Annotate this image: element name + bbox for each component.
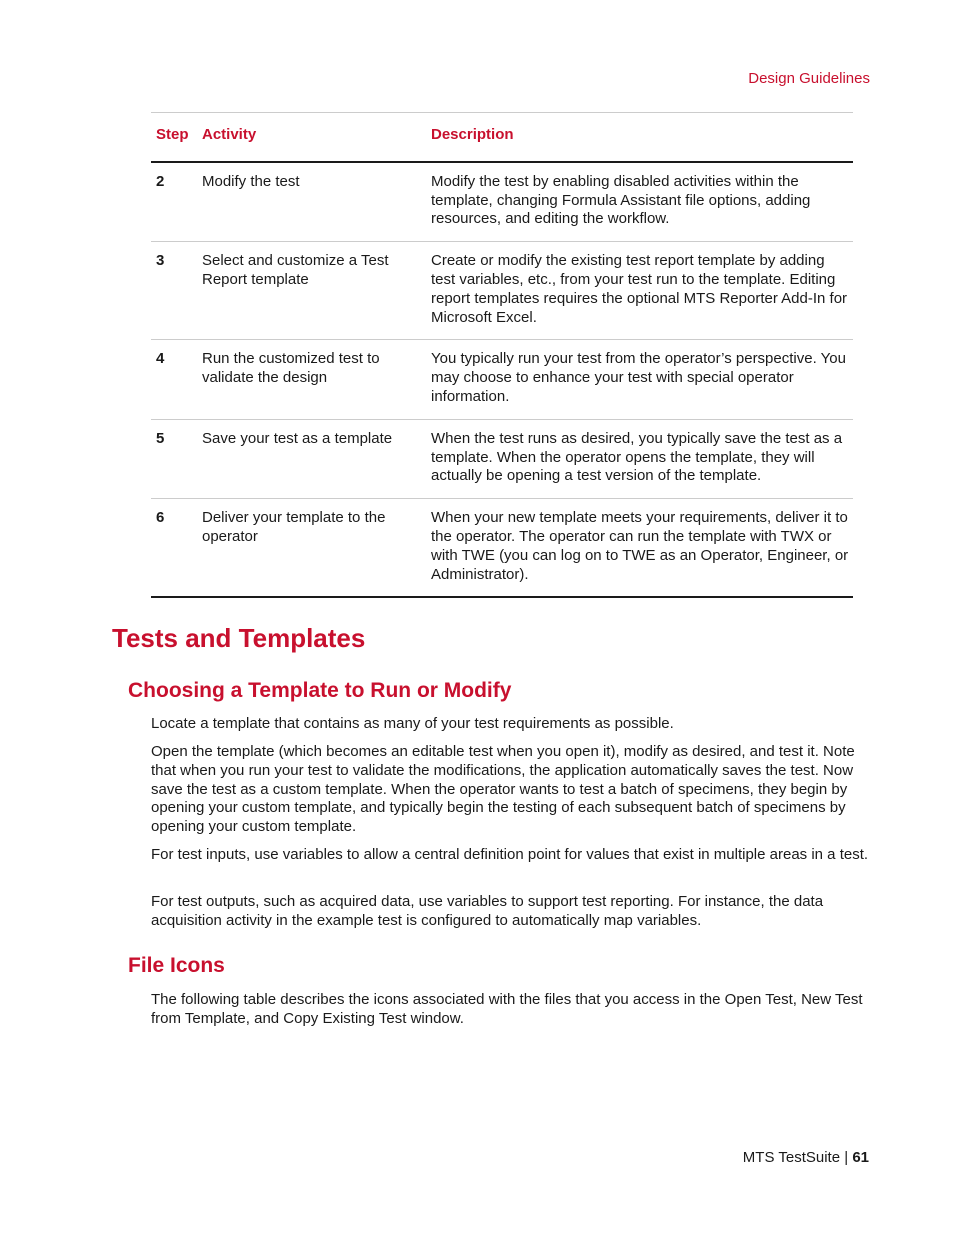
activity-cell: Save your test as a template bbox=[197, 419, 426, 498]
description-cell: When the test runs as desired, you typically save the test as a template. When the operator opens the template, they will actually be opening a test version of the template. bbox=[426, 419, 853, 498]
column-header-description: Description bbox=[426, 113, 853, 162]
table-row bbox=[151, 162, 853, 242]
running-header: Design Guidelines bbox=[748, 70, 870, 87]
table-row bbox=[151, 419, 853, 498]
choosing-template-heading: Choosing a Template to Run or Modify bbox=[128, 679, 512, 702]
table-row bbox=[151, 340, 853, 419]
choosing-paragraph-2: Open the template (which becomes an editable test when you open it), modify as desired, and test it. Note that when you run your test to validate the modifications, the application automatically saves the test. Now save the test as a custom template. When the operator wants to test a batch of specimens, they begin by opening your custom template, and typically begin the testing of each subsequent batch of specimens by opening your custom template. bbox=[151, 743, 855, 836]
choosing-paragraph-4: For test outputs, such as acquired data, use variables to support test reporting. For instance, the data acquisition activity in the example test is configured to automatically map variables. bbox=[151, 893, 824, 929]
file-icons-heading: File Icons bbox=[128, 954, 225, 977]
description-cell: Modify the test by enabling disabled activities within the template, changing Formula Assistant file options, adding resources, and editing the workflow. bbox=[426, 162, 853, 242]
activity-cell: Modify the test bbox=[197, 162, 426, 242]
step-number: 6 bbox=[151, 499, 197, 598]
column-header-activity: Activity bbox=[197, 113, 426, 162]
description-cell: Create or modify the existing test report template by adding test variables, etc., from your test run to the template. Editing report templates requires the optional MTS Reporter Add-In for Microsoft Excel. bbox=[426, 242, 853, 340]
activity-cell: Select and customize a Test Report template bbox=[197, 242, 426, 340]
file-icons-paragraph: The following table describes the icons associated with the files that you access in the Open Test, New Test from Template, and Copy Existing Test window. bbox=[151, 991, 863, 1027]
footer-separator: | bbox=[844, 1149, 849, 1166]
page-number: 61 bbox=[852, 1149, 869, 1166]
table-header-row bbox=[151, 113, 853, 162]
table-row bbox=[151, 242, 853, 340]
section-title: Tests and Templates bbox=[112, 623, 366, 653]
activity-cell: Deliver your template to the operator bbox=[197, 499, 426, 598]
step-number: 2 bbox=[151, 162, 197, 242]
step-number: 5 bbox=[151, 419, 197, 498]
step-number: 3 bbox=[151, 242, 197, 340]
design-steps-table bbox=[151, 112, 853, 598]
table-row bbox=[151, 499, 853, 598]
description-cell: When your new template meets your requirements, deliver it to the operator. The operator can run the template with TWX or with TWE (you can log on to TWE as an Operator, Engineer, or Administrator). bbox=[426, 499, 853, 598]
page-footer bbox=[743, 1149, 869, 1166]
step-number: 4 bbox=[151, 340, 197, 419]
footer-product: MTS TestSuite bbox=[742, 1149, 841, 1166]
column-header-step: Step bbox=[151, 113, 197, 162]
choosing-paragraph-3: For test inputs, use variables to allow a central definition point for values that exist in multiple areas in a test. bbox=[151, 846, 869, 863]
choosing-paragraph-1: Locate a template that contains as many of your test requirements as possible. bbox=[151, 715, 674, 732]
description-cell: You typically run your test from the operator’s perspective. You may choose to enhance your test with special operator information. bbox=[426, 340, 853, 419]
activity-cell: Run the customized test to validate the design bbox=[197, 340, 426, 419]
